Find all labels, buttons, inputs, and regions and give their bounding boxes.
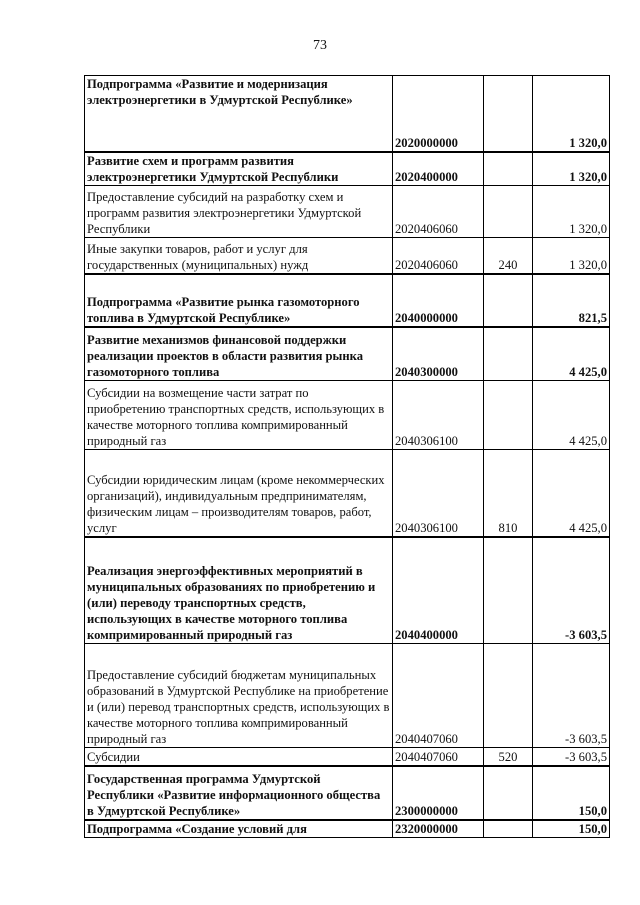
row-expense-type [484, 381, 533, 450]
table-row [85, 327, 610, 381]
row-name: Государственная программа Удмуртской Республики «Развитие информационного общества в Удмуртской Республике» [85, 766, 393, 820]
row-expense-type: 810 [484, 450, 533, 537]
row-name: Субсидии [85, 748, 393, 766]
row-expense-type [484, 76, 533, 152]
table-row [85, 766, 610, 820]
row-amount: -3 603,5 [533, 537, 610, 644]
row-expense-type [484, 537, 533, 644]
row-code: 2040400000 [393, 537, 484, 644]
page-number: 73 [313, 38, 327, 53]
table-row [85, 186, 610, 238]
row-code: 2300000000 [393, 766, 484, 820]
row-expense-type [484, 820, 533, 838]
table-row [85, 820, 610, 838]
row-code: 2320000000 [393, 820, 484, 838]
row-code: 2040000000 [393, 274, 484, 327]
row-expense-type: 520 [484, 748, 533, 766]
table-row [85, 450, 610, 537]
row-name: Субсидии на возмещение части затрат по приобретению транспортных средств, использующих в качестве моторного топлива компримированный природный газ [85, 381, 393, 450]
row-amount: 821,5 [533, 274, 610, 327]
row-expense-type [484, 766, 533, 820]
table-row [85, 748, 610, 766]
row-amount: 4 425,0 [533, 381, 610, 450]
row-code: 2040306100 [393, 381, 484, 450]
row-name: Реализация энергоэффективных мероприятий в муниципальных образованиях по приобретению и (или) переводу транспортных средств, использующих в качестве моторного топлива компримированный природный газ [85, 537, 393, 644]
row-code: 2040300000 [393, 327, 484, 381]
budget-table [84, 75, 610, 838]
row-amount: -3 603,5 [533, 644, 610, 748]
row-code: 2020400000 [393, 152, 484, 186]
row-name: Предоставление субсидий на разработку схем и программ развития электроэнергетики Удмуртской Республики [85, 186, 393, 238]
table-row [85, 537, 610, 644]
row-name: Иные закупки товаров, работ и услуг для государственных (муниципальных) нужд [85, 238, 393, 274]
table-row [85, 644, 610, 748]
row-expense-type [484, 186, 533, 238]
row-expense-type [484, 327, 533, 381]
row-amount: 1 320,0 [533, 152, 610, 186]
row-expense-type: 240 [484, 238, 533, 274]
row-amount: 150,0 [533, 820, 610, 838]
row-amount: 1 320,0 [533, 238, 610, 274]
row-code: 2020406060 [393, 238, 484, 274]
row-amount: 150,0 [533, 766, 610, 820]
row-name: Подпрограмма «Развитие рынка газомоторного топлива в Удмуртской Республике» [85, 274, 393, 327]
table-row [85, 76, 610, 152]
row-amount: 1 320,0 [533, 76, 610, 152]
row-code: 2020406060 [393, 186, 484, 238]
row-name: Развитие схем и программ развития электроэнергетики Удмуртской Республики [85, 152, 393, 186]
row-code: 2040407060 [393, 748, 484, 766]
table-row [85, 238, 610, 274]
row-amount: 4 425,0 [533, 327, 610, 381]
row-expense-type [484, 274, 533, 327]
table-row [85, 274, 610, 327]
row-code: 2040407060 [393, 644, 484, 748]
row-amount: 4 425,0 [533, 450, 610, 537]
row-name: Развитие механизмов финансовой поддержки реализации проектов в области развития рынка газомоторного топлива [85, 327, 393, 381]
table-row [85, 381, 610, 450]
row-name: Субсидии юридическим лицам (кроме некоммерческих организаций), индивидуальным предпринимателям, физическим лицам – производителям товаров, работ, услуг [85, 450, 393, 537]
row-name: Подпрограмма «Создание условий для [85, 820, 393, 838]
row-expense-type [484, 644, 533, 748]
row-amount: -3 603,5 [533, 748, 610, 766]
row-name: Подпрограмма «Развитие и модернизация электроэнергетики в Удмуртской Республике» [85, 76, 393, 152]
row-name: Предоставление субсидий бюджетам муниципальных образований в Удмуртской Республике на приобретение и (или) перевод транспортных средств, использующих в качестве моторного топлива компримированный природный газ [85, 644, 393, 748]
row-code: 2040306100 [393, 450, 484, 537]
row-code: 2020000000 [393, 76, 484, 152]
row-expense-type [484, 152, 533, 186]
row-amount: 1 320,0 [533, 186, 610, 238]
table-row [85, 152, 610, 186]
